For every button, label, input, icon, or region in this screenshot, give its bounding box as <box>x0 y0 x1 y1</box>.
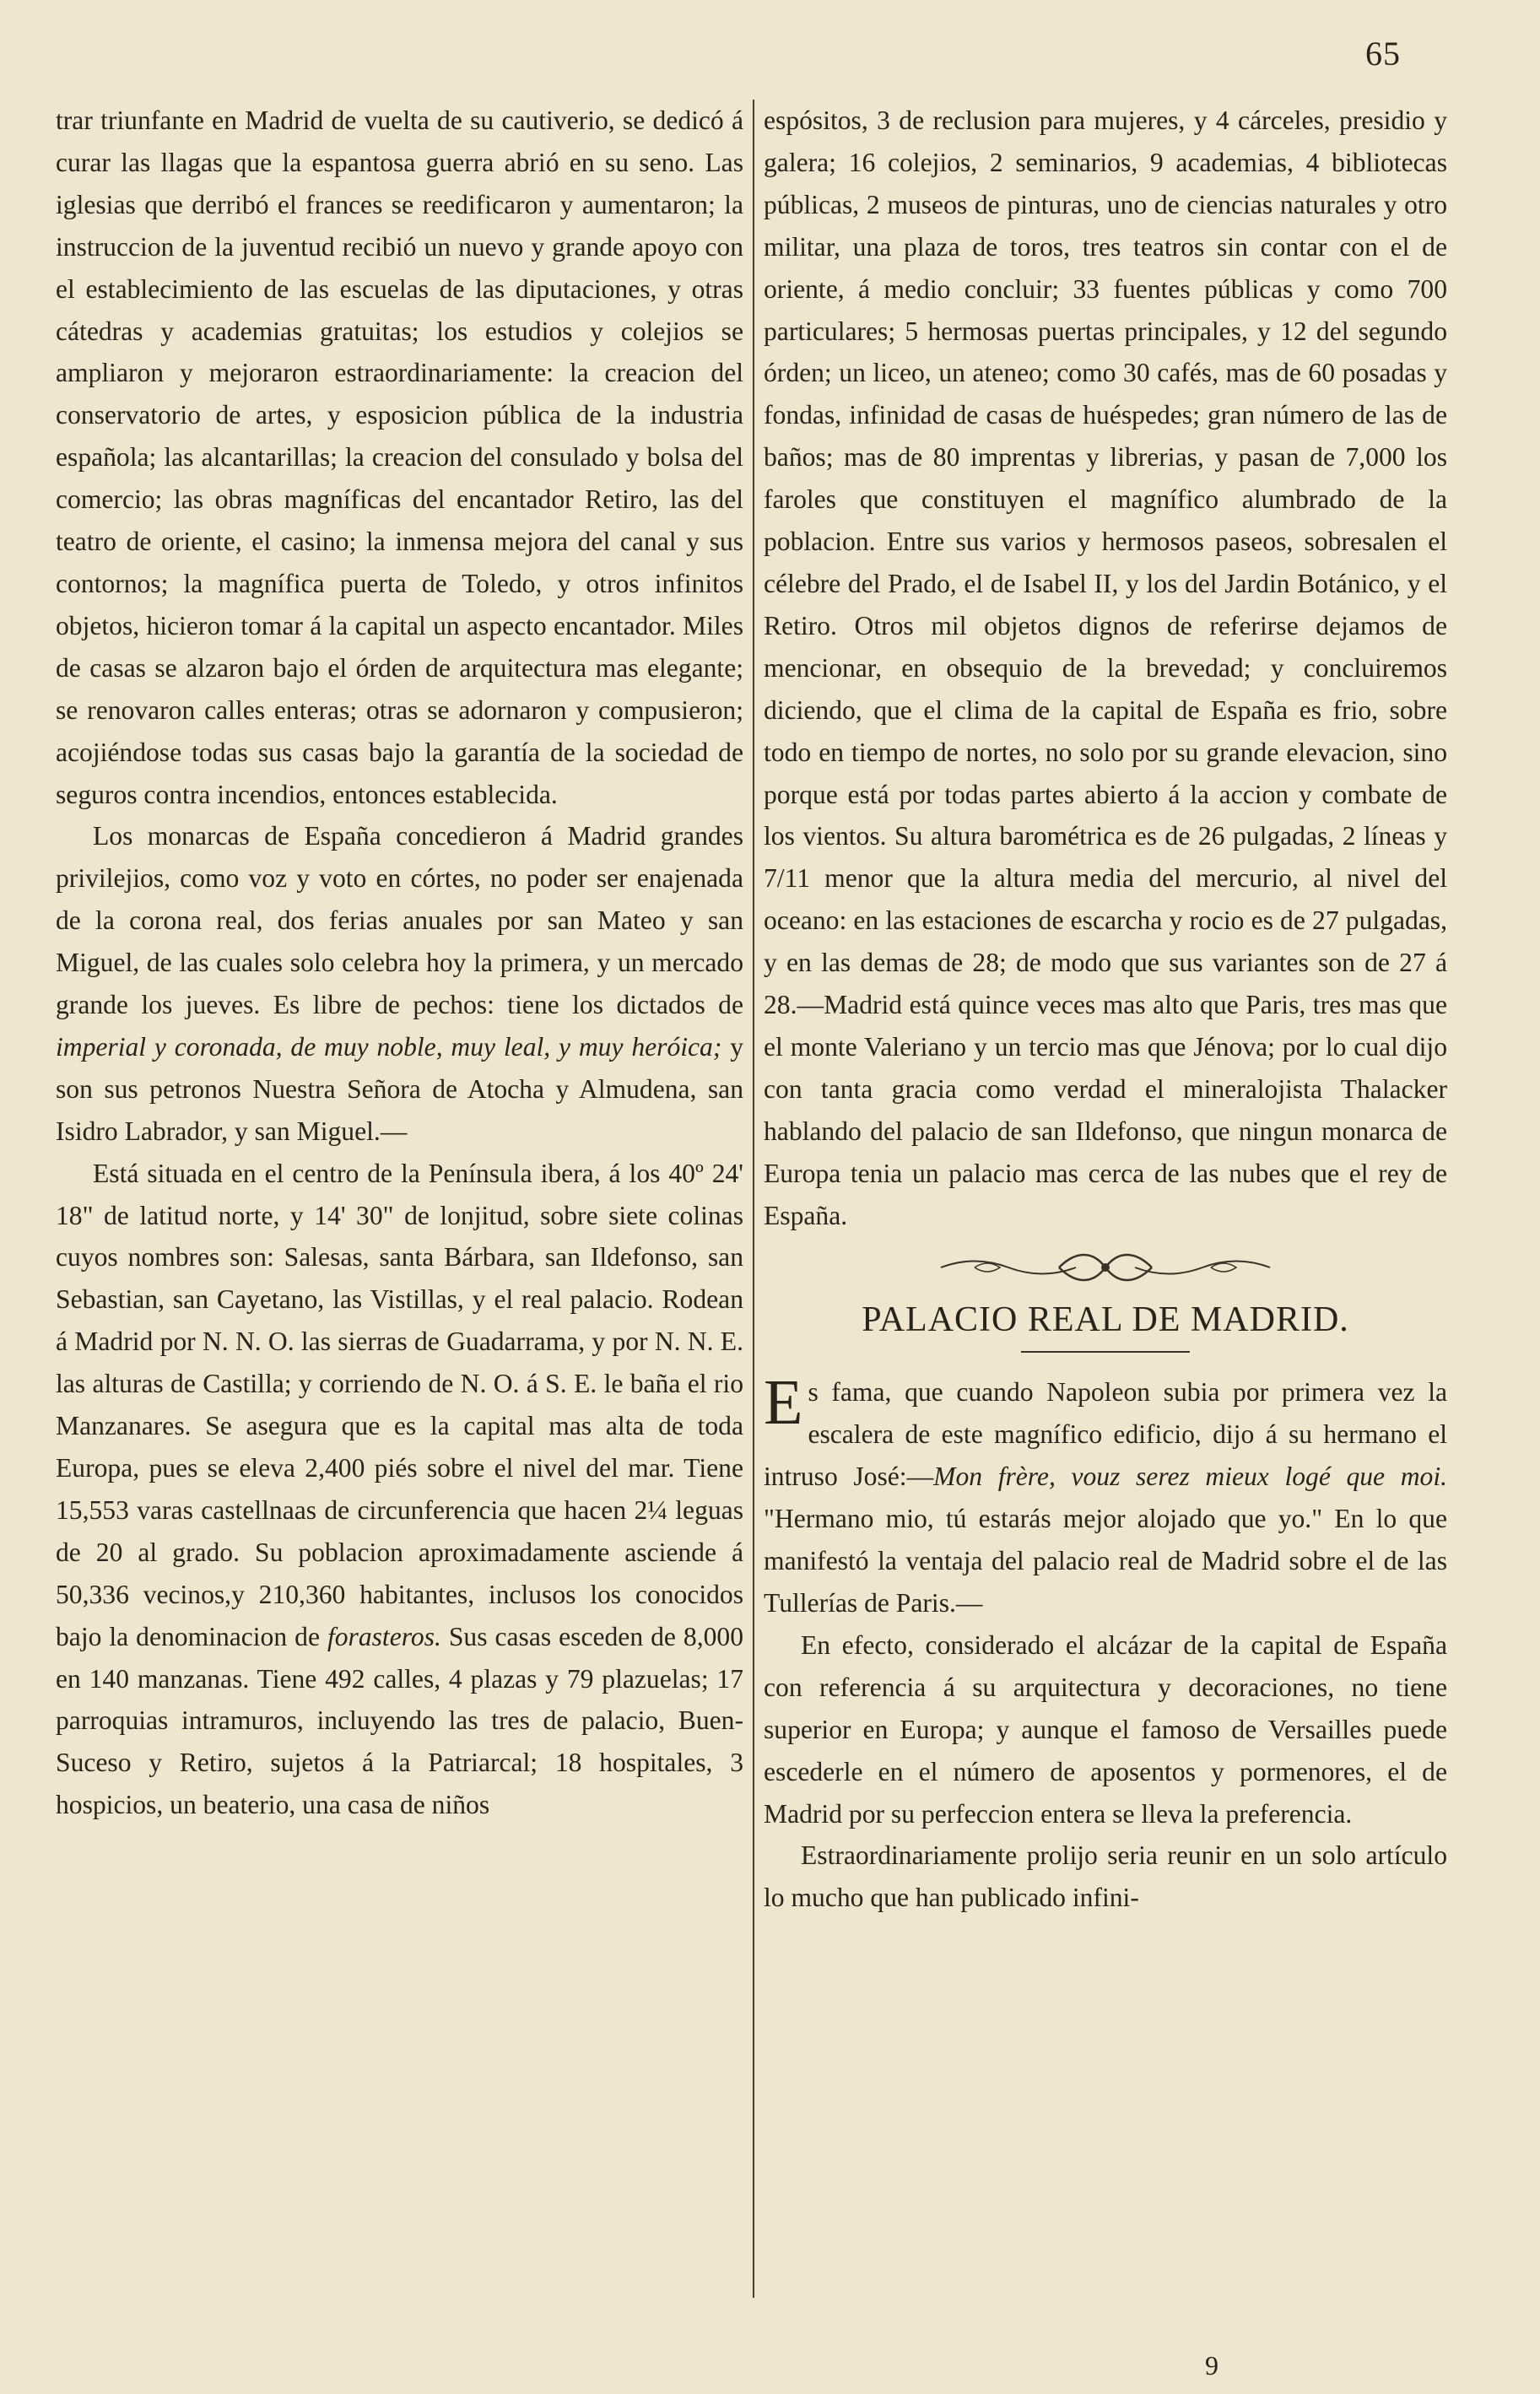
left-paragraph-2-italic: imperial y coronada, de muy noble, muy leal, y muy heróica; <box>56 1031 722 1062</box>
left-paragraph-3-text-a: Está situada en el centro de la Península ibera, á los 40º 24' 18" de latitud norte, y 14' 30" de lonjitud, sobre siete colinas cuyos nombres son: Salesas, santa Bárbara, san Ildefonso, san Sebastian, san Cayetano, las Vistillas, y el real palacio. Rodean á Madrid por N. N. O. las sierras de Guadarrama, y por N. N. E. las alturas de Castilla; y corriendo de N. O. á S. E. le baña el rio Manzanares. Se asegura que es la capital mas alta de toda Europa, pues se eleva 2,400 piés sobre el nivel del mar. Tiene 15,553 varas castellnaas de circunferencia que hacen 2¼ leguas de 20 al grado. Su poblacion aproximadamente asciende á 50,336 vecinos,y 210,360 habitantes, inclusos los conocidos bajo la denominacion de <box>56 1158 743 1651</box>
signature-mark: 9 <box>1205 2350 1218 2380</box>
ornament-flourish-icon <box>924 1246 1287 1289</box>
right-paragraph-2 <box>764 1367 1447 1624</box>
right-column <box>764 100 1447 1919</box>
left-paragraph-2-text-a: Los monarcas de España concedieron á Madrid grandes privilejios, como voz y voto en córtes, no poder ser enajenada de la corona real, dos ferias anuales por san Mateo y san Miguel, de las cuales solo celebra hoy la primera, y un mercado grande los jueves. Es libre de pechos: tiene los dictados de <box>56 821 743 1020</box>
section-title: PALACIO REAL DE MADRID. <box>862 1300 1349 1340</box>
right-paragraph-4: Estraordinariamente prolijo seria reunir en un solo artículo lo mucho que han publicado infini- <box>764 1840 1447 1913</box>
left-paragraph-2 <box>56 815 743 1152</box>
left-paragraph-2-text-b: y son sus petronos Nuestra Señora de Atocha y Almudena, san Isidro Labrador, y san Miguel.— <box>56 1031 743 1146</box>
left-column <box>56 100 743 1826</box>
right-paragraph-2-italic: Mon frère, vouz serez mieux logé que moi. <box>933 1462 1447 1492</box>
title-rule <box>1021 1351 1190 1353</box>
page-number: 65 <box>1365 35 1401 73</box>
left-paragraph-1: trar triunfante en Madrid de vuelta de su cautiverio, se dedicó á curar las llagas que la espantosa guerra abrió en su seno. Las iglesias que derribó el frances se reedificaron y aumentaron; la instruccion de la juventud recibió un nuevo y grande apoyo con el establecimiento de las escuelas de las diputaciones, y otras cátedras y academias gratuitas; los estudios y colejios se ampliaron y mejoraron estraordinariamente: la creacion del conservatorio de artes, y esposicion pública de la industria española; las alcantarillas; la creacion del consulado y bolsa del comercio; las obras magníficas del encantador Retiro, las del teatro de oriente, el casino; la inmensa mejora del canal y sus contornos; la magnífica puerta de Toledo, y otros infinitos objetos, hicieron tomar á la capital un aspecto encantador. Miles de casas se alzaron bajo el órden de arquitectura mas elegante; se renovaron calles enteras; otras se adornaron y compusieron; acojiéndose todas sus casas bajo la garantía de la sociedad de seguros contra incendios, entonces establecida. <box>56 105 743 809</box>
right-paragraph-2-text-a: s fama, que cuando Napoleon subia por primera vez la escalera de este magnífico edificio, dijo á su hermano el intruso José:— <box>764 1377 1447 1492</box>
right-paragraph-2-text-b: "Hermano mio, tú estarás mejor alojado que yo." En lo que manifestó la ventaja del palacio real de Madrid sobre el de las Tullerías de Paris.— <box>764 1504 1447 1618</box>
column-divider <box>753 100 754 2298</box>
drop-cap: E <box>764 1367 803 1439</box>
left-paragraph-3 <box>56 1153 743 1827</box>
right-paragraph-1: espósitos, 3 de reclusion para mujeres, y 4 cárceles, presidio y galera; 16 colejios, 2 seminarios, 9 academias, 4 bibliotecas públicas, 2 museos de pinturas, uno de ciencias naturales y otro militar, una plaza de toros, tres teatros sin contar con el de oriente, á medio concluir; 33 fuentes públicas y como 700 particulares; 5 hermosas puertas principales, y 12 del segundo órden; un liceo, un ateneo; como 30 cafés, mas de 60 posadas y fondas, infinidad de casas de huéspedes; gran número de las de baños; mas de 80 imprentas y librerias, y pasan de 7,000 los faroles que constituyen el magnífico alumbrado de la poblacion. Entre sus varios y hermosos paseos, sobresalen el célebre del Prado, el de Isabel II, y los del Jardin Botánico, y el Retiro. Otros mil objetos dignos de referirse dejamos de mencionar, en obsequio de la brevedad; y concluiremos diciendo, que el clima de la capital de España es frio, sobre todo en tiempo de nortes, no solo por su grande elevacion, sino porque está por todas partes abierto á la accion y combate de los vientos. Su altura barométrica es de 26 pulgadas, 2 líneas y 7/11 menor que la altura media del mercurio, al nivel del oceano: en las estaciones de escarcha y rocio es de 27 pulgadas, y en las demas de 28; de modo que sus variantes son de 27 á 28.—Madrid está quince veces mas alto que Paris, tres mas que el monte Valeriano y un tercio mas que Jénova; por lo cual dijo con tanta gracia como verdad el mineralojista Thalacker hablando del palacio de san Ildefonso, que ningun monarca de Europa tenia un palacio mas cerca de las nubes que el rey de España. <box>764 105 1447 1230</box>
left-paragraph-3-italic: forasteros. <box>327 1621 441 1651</box>
left-paragraph-3-text-b: Sus casas esceden de 8,000 en 140 manzanas. Tiene 492 calles, 4 plazas y 79 plazuelas; 17 parroquias intramuros, incluyendo las tres de palacio, Buen-Suceso y Retiro, sujetos á la Patriarcal; 18 hospitales, 3 hospicios, un beaterio, una casa de niños <box>56 1621 744 1820</box>
right-paragraph-3: En efecto, considerado el alcázar de la capital de España con referencia á su arquitectura y decoraciones, no tiene superior en Europa; y aunque el famoso de Versailles puede escederle en el número de aposentos y pormenores, el de Madrid por su perfeccion entera se lleva la preferencia. <box>764 1629 1447 1829</box>
